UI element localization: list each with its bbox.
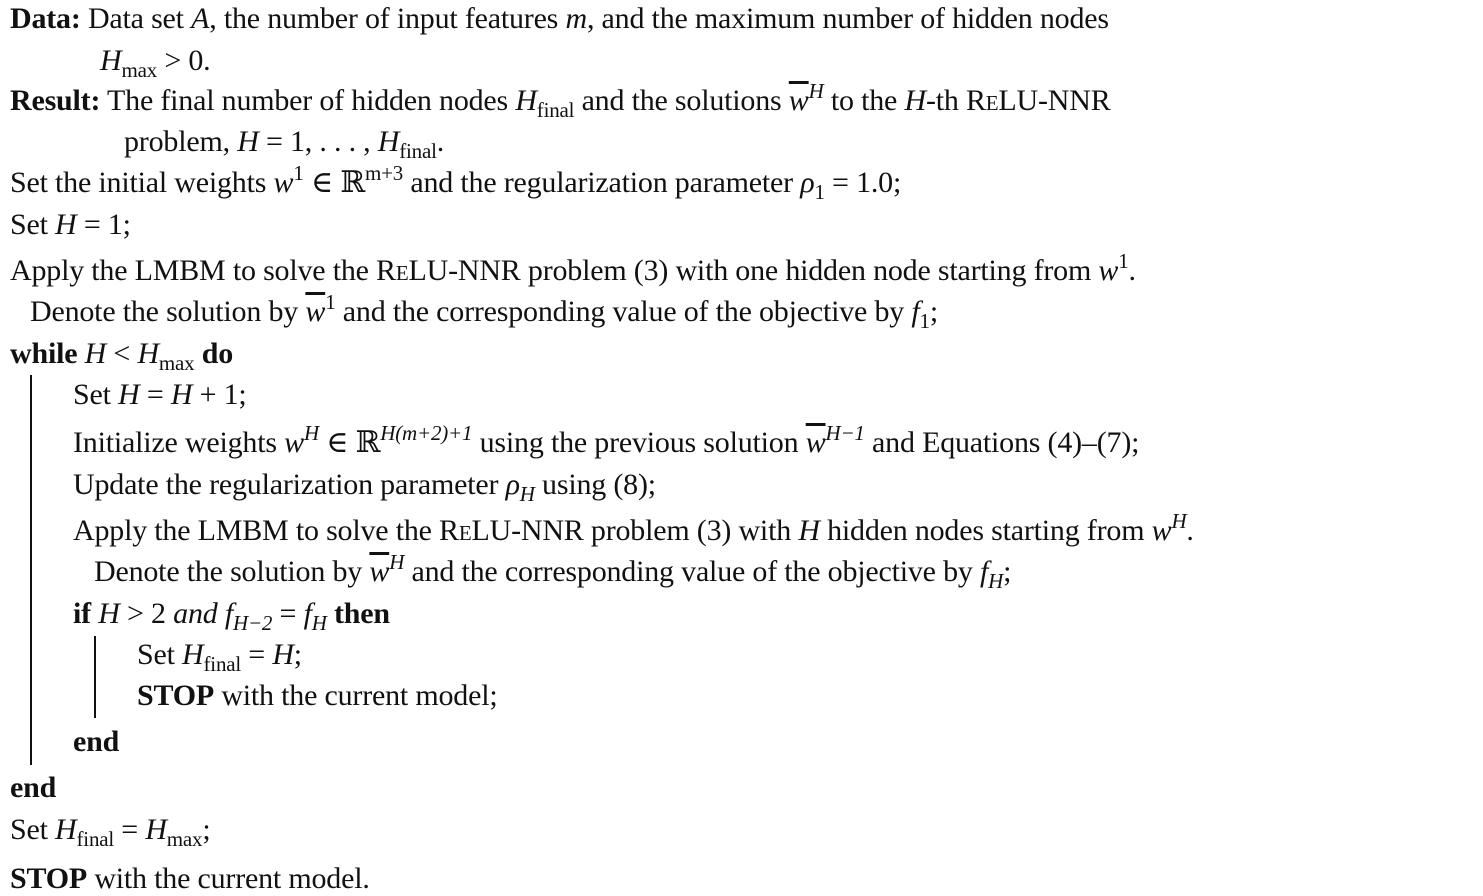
text-run: .: [436, 125, 445, 158]
text-run: using (8);: [534, 468, 656, 501]
keyword: max: [158, 351, 195, 375]
text-run: H−1: [825, 421, 865, 445]
keyword: $\overline{w}$: [788, 84, 809, 117]
text-run: =: [272, 597, 304, 630]
text-run: and the solutions: [574, 84, 789, 117]
keyword: 1: [919, 309, 930, 333]
text-run: Denote the solution by: [94, 555, 370, 588]
text-run: H: [515, 84, 537, 117]
text-run: The final number of hidden nodes: [100, 84, 516, 117]
text-run: ∈ ℝ: [318, 426, 381, 459]
text-run: H: [1171, 509, 1187, 533]
text-run: Initialize weights: [73, 426, 285, 459]
text-run: ;: [929, 295, 938, 328]
text-run: Set: [10, 208, 56, 241]
text-run: f: [911, 295, 920, 328]
text-run: [77, 337, 84, 370]
text-run: Set: [73, 378, 119, 411]
while-block-rule: [30, 375, 32, 765]
text-run: ReLU: [965, 84, 1038, 117]
text-run: H: [389, 550, 405, 574]
text-run: A: [191, 2, 210, 35]
keyword: final: [399, 139, 437, 163]
text-run: using the previous solution: [472, 426, 806, 459]
text-run: <: [106, 337, 138, 370]
keyword: final: [536, 98, 575, 122]
text-run: Apply the LMBM to solve the: [73, 514, 440, 547]
text-run: =: [139, 378, 171, 411]
text-run: > 2: [119, 597, 174, 630]
algorithm-line-result-cont: [124, 125, 445, 163]
keyword: $\overline{w}$: [305, 295, 326, 328]
text-run: =: [114, 813, 146, 846]
algorithm-line-apply-h: [73, 509, 1194, 548]
text-run: 1: [293, 161, 304, 185]
algorithm-line-set-h-inc: [73, 378, 247, 412]
text-run: = 1;: [76, 208, 131, 241]
keyword: end: [73, 725, 120, 758]
text-run: H: [55, 208, 77, 241]
text-run: + 1;: [192, 378, 247, 411]
text-run: problem,: [124, 125, 238, 158]
keyword: end: [10, 771, 57, 804]
text-run: Set the initial weights: [10, 166, 274, 199]
algorithm-line-update-rho: [73, 468, 656, 506]
algorithm-line-result: [10, 79, 1111, 122]
text-run: > 0.: [157, 44, 211, 77]
text-run: H: [100, 44, 122, 77]
text-run: , and the maximum number of hidden nodes: [586, 2, 1109, 35]
text-run: -NNR problem (3) with: [511, 514, 799, 547]
text-run: ReLU: [376, 254, 449, 287]
text-run: H: [145, 813, 167, 846]
algorithm-line-denote-1: [30, 290, 938, 333]
algorithm-line-set-h: [10, 208, 131, 242]
text-run: ;: [1003, 555, 1012, 588]
keyword: H−2: [233, 611, 273, 635]
text-run: ;: [202, 813, 211, 846]
algorithm-line-if: [73, 597, 390, 635]
keyword: H: [519, 482, 535, 506]
text-run: H: [137, 337, 159, 370]
algorithm-line-denote-h: [94, 550, 1012, 593]
text-run: .: [1186, 514, 1194, 547]
algorithm-line-end-if: [73, 725, 119, 759]
text-run: w: [284, 426, 304, 459]
keyword: max: [166, 827, 203, 851]
text-run: H: [84, 337, 107, 370]
text-run: ∈ ℝ: [303, 166, 365, 199]
text-run: H: [303, 421, 319, 445]
text-run: w: [1098, 254, 1119, 287]
keyword: final: [76, 827, 114, 851]
text-run: ;: [293, 638, 302, 671]
text-run: H: [98, 597, 120, 630]
text-run: H: [272, 638, 294, 671]
text-run: H: [904, 84, 926, 117]
text-run: H: [170, 378, 193, 411]
keyword: max: [121, 58, 158, 82]
text-run: = 1.0;: [824, 166, 902, 199]
algorithm-line-init-weights: [73, 421, 1140, 460]
text-run: H: [798, 514, 820, 547]
keyword: Result:: [10, 84, 101, 117]
text-run: and the regularization parameter: [403, 166, 801, 199]
text-run: = 1, . . . ,: [258, 125, 378, 158]
text-run: f: [303, 597, 312, 630]
text-run: and: [173, 597, 218, 630]
if-block-rule: [94, 636, 96, 718]
text-run: H: [808, 79, 824, 103]
keyword: then: [334, 597, 390, 630]
algorithm-line-set-hfinal-h: [137, 638, 302, 676]
keyword: STOP: [10, 862, 88, 895]
text-run: and the corresponding value of the objective by: [404, 555, 981, 588]
text-run: and the corresponding value of the objective by: [335, 295, 912, 328]
text-run: m: [565, 2, 587, 35]
algorithm-line-data: [10, 2, 1109, 36]
keyword: do: [201, 337, 234, 370]
text-run: 1: [325, 290, 336, 314]
algorithm-line-data-cont: [100, 44, 211, 82]
text-run: f: [980, 555, 989, 588]
algorithm-line-apply-1: [10, 249, 1136, 288]
text-run: H: [377, 125, 400, 158]
keyword: H: [311, 611, 327, 635]
text-run: [327, 597, 334, 630]
text-run: , the number of input features: [209, 2, 566, 35]
algorithm-line-set-initial: [10, 161, 902, 204]
text-run: Denote the solution by: [30, 295, 306, 328]
text-run: hidden nodes starting from: [819, 514, 1152, 547]
text-run: Data set: [80, 2, 192, 35]
text-run: w: [273, 166, 294, 199]
text-run: H(m+2)+1: [380, 421, 473, 445]
keyword: H: [988, 569, 1004, 593]
text-run: .: [1128, 254, 1136, 287]
keyword: 1: [814, 180, 825, 204]
text-run: [194, 337, 201, 370]
keyword: final: [203, 652, 241, 676]
algorithm-line-end-while: [10, 771, 56, 805]
keyword: STOP: [137, 679, 215, 712]
text-run: Set: [137, 638, 183, 671]
keyword: Data:: [10, 2, 81, 35]
keyword: $\overline{w}$: [369, 555, 390, 588]
text-run: =: [241, 638, 273, 671]
text-run: ρ: [800, 166, 815, 199]
text-run: H: [55, 813, 77, 846]
text-run: f: [224, 597, 233, 630]
text-run: -NNR: [1038, 84, 1111, 117]
text-run: with the current model.: [87, 862, 370, 895]
text-run: 1: [1118, 249, 1129, 273]
text-run: H: [118, 378, 140, 411]
algorithm-line-set-hfinal-max: [10, 813, 211, 851]
text-run: Set: [10, 813, 56, 846]
text-run: w: [1151, 514, 1172, 547]
text-run: H: [237, 125, 259, 158]
text-run: m+3: [364, 161, 404, 185]
keyword: $\overline{w}$: [805, 426, 826, 459]
text-run: ρ: [505, 468, 520, 501]
keyword: if: [73, 597, 91, 630]
text-run: ReLU: [439, 514, 512, 547]
text-run: to the: [823, 84, 905, 117]
text-run: and Equations (4)–(7);: [864, 426, 1140, 459]
text-run: with the current model;: [214, 679, 498, 712]
text-run: [218, 597, 225, 630]
algorithm-line-stop-final: [10, 862, 370, 896]
text-run: H: [182, 638, 204, 671]
text-run: Update the regularization parameter: [73, 468, 506, 501]
algorithm-line-while: [10, 337, 234, 375]
text-run: Apply the LMBM to solve the: [10, 254, 377, 287]
algorithm-line-stop-inner: [137, 679, 497, 713]
text-run: -NNR problem (3) with one hidden node starting from: [448, 254, 1099, 287]
text-run: -th: [925, 84, 966, 117]
keyword: while: [10, 337, 78, 370]
